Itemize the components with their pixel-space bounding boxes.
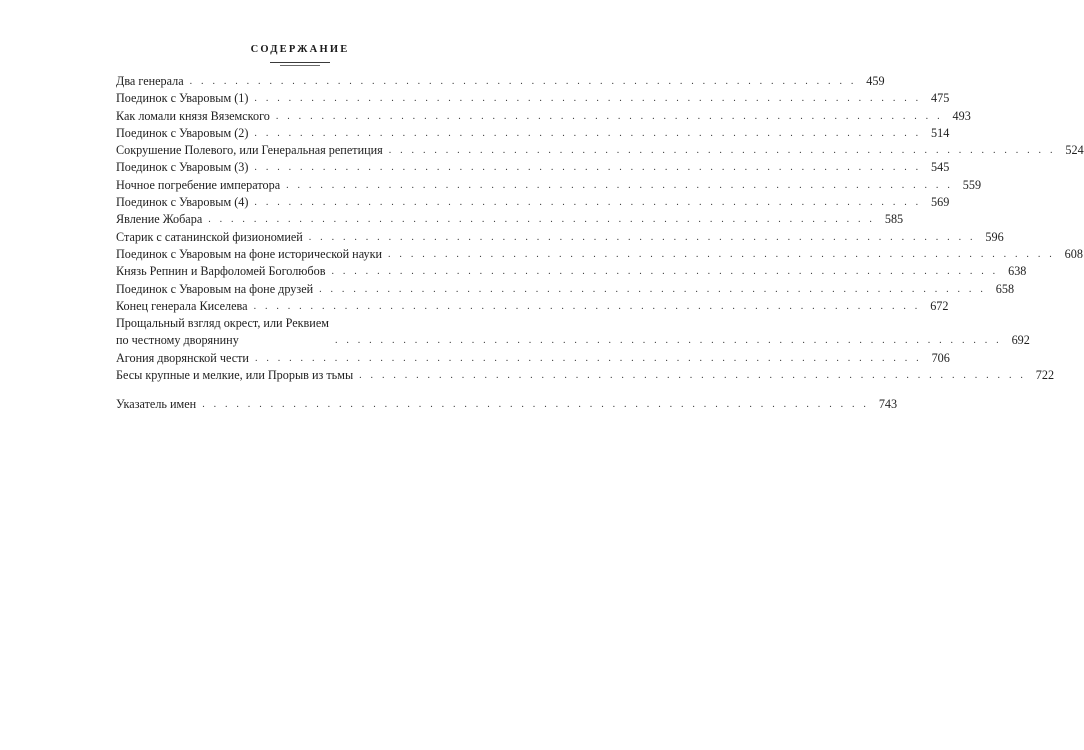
toc-entry[interactable] (116, 367, 1055, 384)
toc-entry[interactable] (116, 177, 982, 194)
toc-entry[interactable] (116, 281, 1015, 298)
toc-entry[interactable] (116, 229, 1004, 246)
dot-leader: . . . . . . . . . . . . . . . . . . . . . . . . . . . . . . . . . . . . . . . . . . . . . . . . . . . . . . . . . . . (208, 214, 876, 226)
toc-entry-title: Поединок с Уваровым (1) (116, 91, 249, 106)
toc-entry-title: Поединок с Уваровым (4) (116, 195, 249, 210)
dot-leader: . . . . . . . . . . . . . . . . . . . . . . . . . . . . . . . . . . . . . . . . . . . . . . . . . . . . . . . . . . . (254, 93, 922, 105)
title-divider (270, 62, 330, 63)
toc-entry-page: 706 (931, 350, 950, 365)
toc-entry-page: 475 (931, 91, 950, 106)
dot-leader: . . . . . . . . . . . . . . . . . . . . . . . . . . . . . . . . . . . . . . . . . . . . . . . . . . . . . . . . . . . (254, 197, 922, 209)
toc-entry[interactable] (116, 142, 1084, 159)
toc-entry-page: 658 (995, 281, 1015, 296)
toc-entry-title: Ночное погребение императора (116, 177, 281, 192)
dot-leader: . . . . . . . . . . . . . . . . . . . . . . . . . . . . . . . . . . . . . . . . . . . . . . . . . . . . . . . . . . . (319, 283, 987, 295)
toc-entry-title: Конец генерала Киселева (116, 298, 248, 313)
toc-entry[interactable] (116, 263, 1027, 280)
toc-entry-title-line: по честному дворянину (116, 333, 239, 348)
dot-leader: . . . . . . . . . . . . . . . . . . . . . . . . . . . . . . . . . . . . . . . . . . . . . . . . . . . . . . . . . . . (388, 248, 1055, 260)
toc-entry-title: Бесы крупные и мелкие, или Прорыв из тьмы (116, 368, 354, 383)
toc-entry-title: Два генерала (116, 74, 184, 88)
toc-entry[interactable] (116, 246, 1083, 263)
toc-entry-page: 569 (931, 195, 950, 210)
dot-leader: . . . . . . . . . . . . . . . . . . . . . . . . . . . . . . . . . . . . . . . . . . . . . . . . . . . . . . . . . . . (275, 110, 943, 122)
toc-entry-page: 545 (931, 160, 950, 175)
dot-leader: . . . . . . . . . . . . . . . . . . . . . . . . . . . . . . . . . . . . . . . . . . . . . . . . . . . . . . . . . . . (254, 127, 922, 139)
toc-entry-title (116, 315, 329, 350)
toc-entry-page: 743 (878, 397, 898, 412)
dot-leader: . . . . . . . . . . . . . . . . . . . . . . . . . . . . . . . . . . . . . . . . . . . . . . . . . . . . . . . . . . . (388, 145, 1056, 157)
dot-leader: . . . . . . . . . . . . . . . . . . . . . . . . . . . . . . . . . . . . . . . . . . . . . . . . . . . . . . . . . . . (253, 300, 921, 312)
dot-leader: . . . . . . . . . . . . . . . . . . . . . . . . . . . . . . . . . . . . . . . . . . . . . . . . . . . . . . . . . . . (359, 370, 1027, 382)
toc-entry[interactable] (116, 90, 950, 107)
toc-entry-title: Поединок с Уваровым на фоне исторической науки (116, 246, 383, 261)
toc-entry-title: Указатель имен (116, 397, 197, 412)
toc-entry-page: 638 (1008, 264, 1027, 279)
toc-entry[interactable] (116, 125, 950, 142)
toc-entry-page: 585 (884, 212, 904, 227)
toc-entry-title-line: Прощальный взгляд окрест, или Реквием (116, 316, 329, 331)
section-gap (116, 384, 488, 396)
toc-entry-page: 692 (1011, 333, 1030, 348)
toc-entry[interactable] (116, 211, 904, 228)
toc-entry-page: 672 (930, 298, 949, 313)
dot-leader: . . . . . . . . . . . . . . . . . . . . . . . . . . . . . . . . . . . . . . . . . . . . . . . . . . . . . . . . . . . (331, 266, 999, 278)
toc-entry[interactable] (116, 108, 971, 125)
toc-entry[interactable] (116, 298, 949, 315)
toc-entry-title: Поединок с Уваровым (2) (116, 125, 249, 140)
toc-entry-title: Агония дворянской чести (116, 350, 249, 365)
dot-leader: . . . . . . . . . . . . . . . . . . . . . . . . . . . . . . . . . . . . . . . . . . . . . . . . . . . . . . . . . . . (202, 399, 870, 411)
toc-entry-title: Как ломали князя Вяземского (116, 108, 270, 123)
table-of-contents (116, 73, 1084, 414)
toc-entry-page: 608 (1064, 246, 1083, 261)
toc-entry-title: Поединок с Уваровым на фоне друзей (116, 281, 314, 296)
toc-entry-page: 559 (962, 177, 982, 192)
toc-entry[interactable] (116, 159, 950, 176)
toc-entry-page: 459 (866, 74, 885, 88)
toc-entry[interactable] (116, 350, 950, 367)
toc-entry-title: Сокрушение Полевого, или Генеральная репетиция (116, 143, 383, 158)
toc-entry-title: Поединок с Уваровым (3) (116, 160, 249, 175)
toc-entry-page: 722 (1035, 368, 1055, 383)
toc-entry-page: 493 (952, 108, 971, 123)
dot-leader: . . . . . . . . . . . . . . . . . . . . . . . . . . . . . . . . . . . . . . . . . . . . . . . . . . . . . . . . . . . (308, 231, 976, 243)
dot-leader: . . . . . . . . . . . . . . . . . . . . . . . . . . . . . . . . . . . . . . . . . . . . . . . . . . . . . . . . . . . (254, 162, 922, 174)
toc-entry[interactable] (116, 194, 950, 211)
toc-entry-index[interactable] (116, 396, 898, 413)
toc-entry-title: Князь Репнин и Варфоломей Боголюбов (116, 264, 326, 279)
toc-entry[interactable] (116, 315, 1030, 350)
page-title: СОДЕРЖАНИЕ (250, 44, 350, 55)
toc-entry-page: 596 (985, 229, 1004, 244)
dot-leader: . . . . . . . . . . . . . . . . . . . . . . . . . . . . . . . . . . . . . . . . . . . . . . . . . . . . . . . . . . . (189, 76, 857, 87)
toc-entry-page: 514 (931, 125, 950, 140)
dot-leader: . . . . . . . . . . . . . . . . . . . . . . . . . . . . . . . . . . . . . . . . . . . . . . . . . . . . . . . . . . . (254, 352, 922, 364)
toc-entry-page: 524 (1065, 143, 1084, 158)
toc-entry-title: Явление Жобара (116, 212, 203, 227)
toc-entry[interactable] (116, 73, 885, 90)
dot-leader: . . . . . . . . . . . . . . . . . . . . . . . . . . . . . . . . . . . . . . . . . . . . . . . . . . . . . . . . . . . (286, 179, 954, 191)
toc-entry-title: Старик с сатанинской физиономией (116, 229, 303, 244)
dot-leader: . . . . . . . . . . . . . . . . . . . . . . . . . . . . . . . . . . . . . . . . . . . . . . . . . . . . . . . . . . . (334, 335, 1002, 347)
